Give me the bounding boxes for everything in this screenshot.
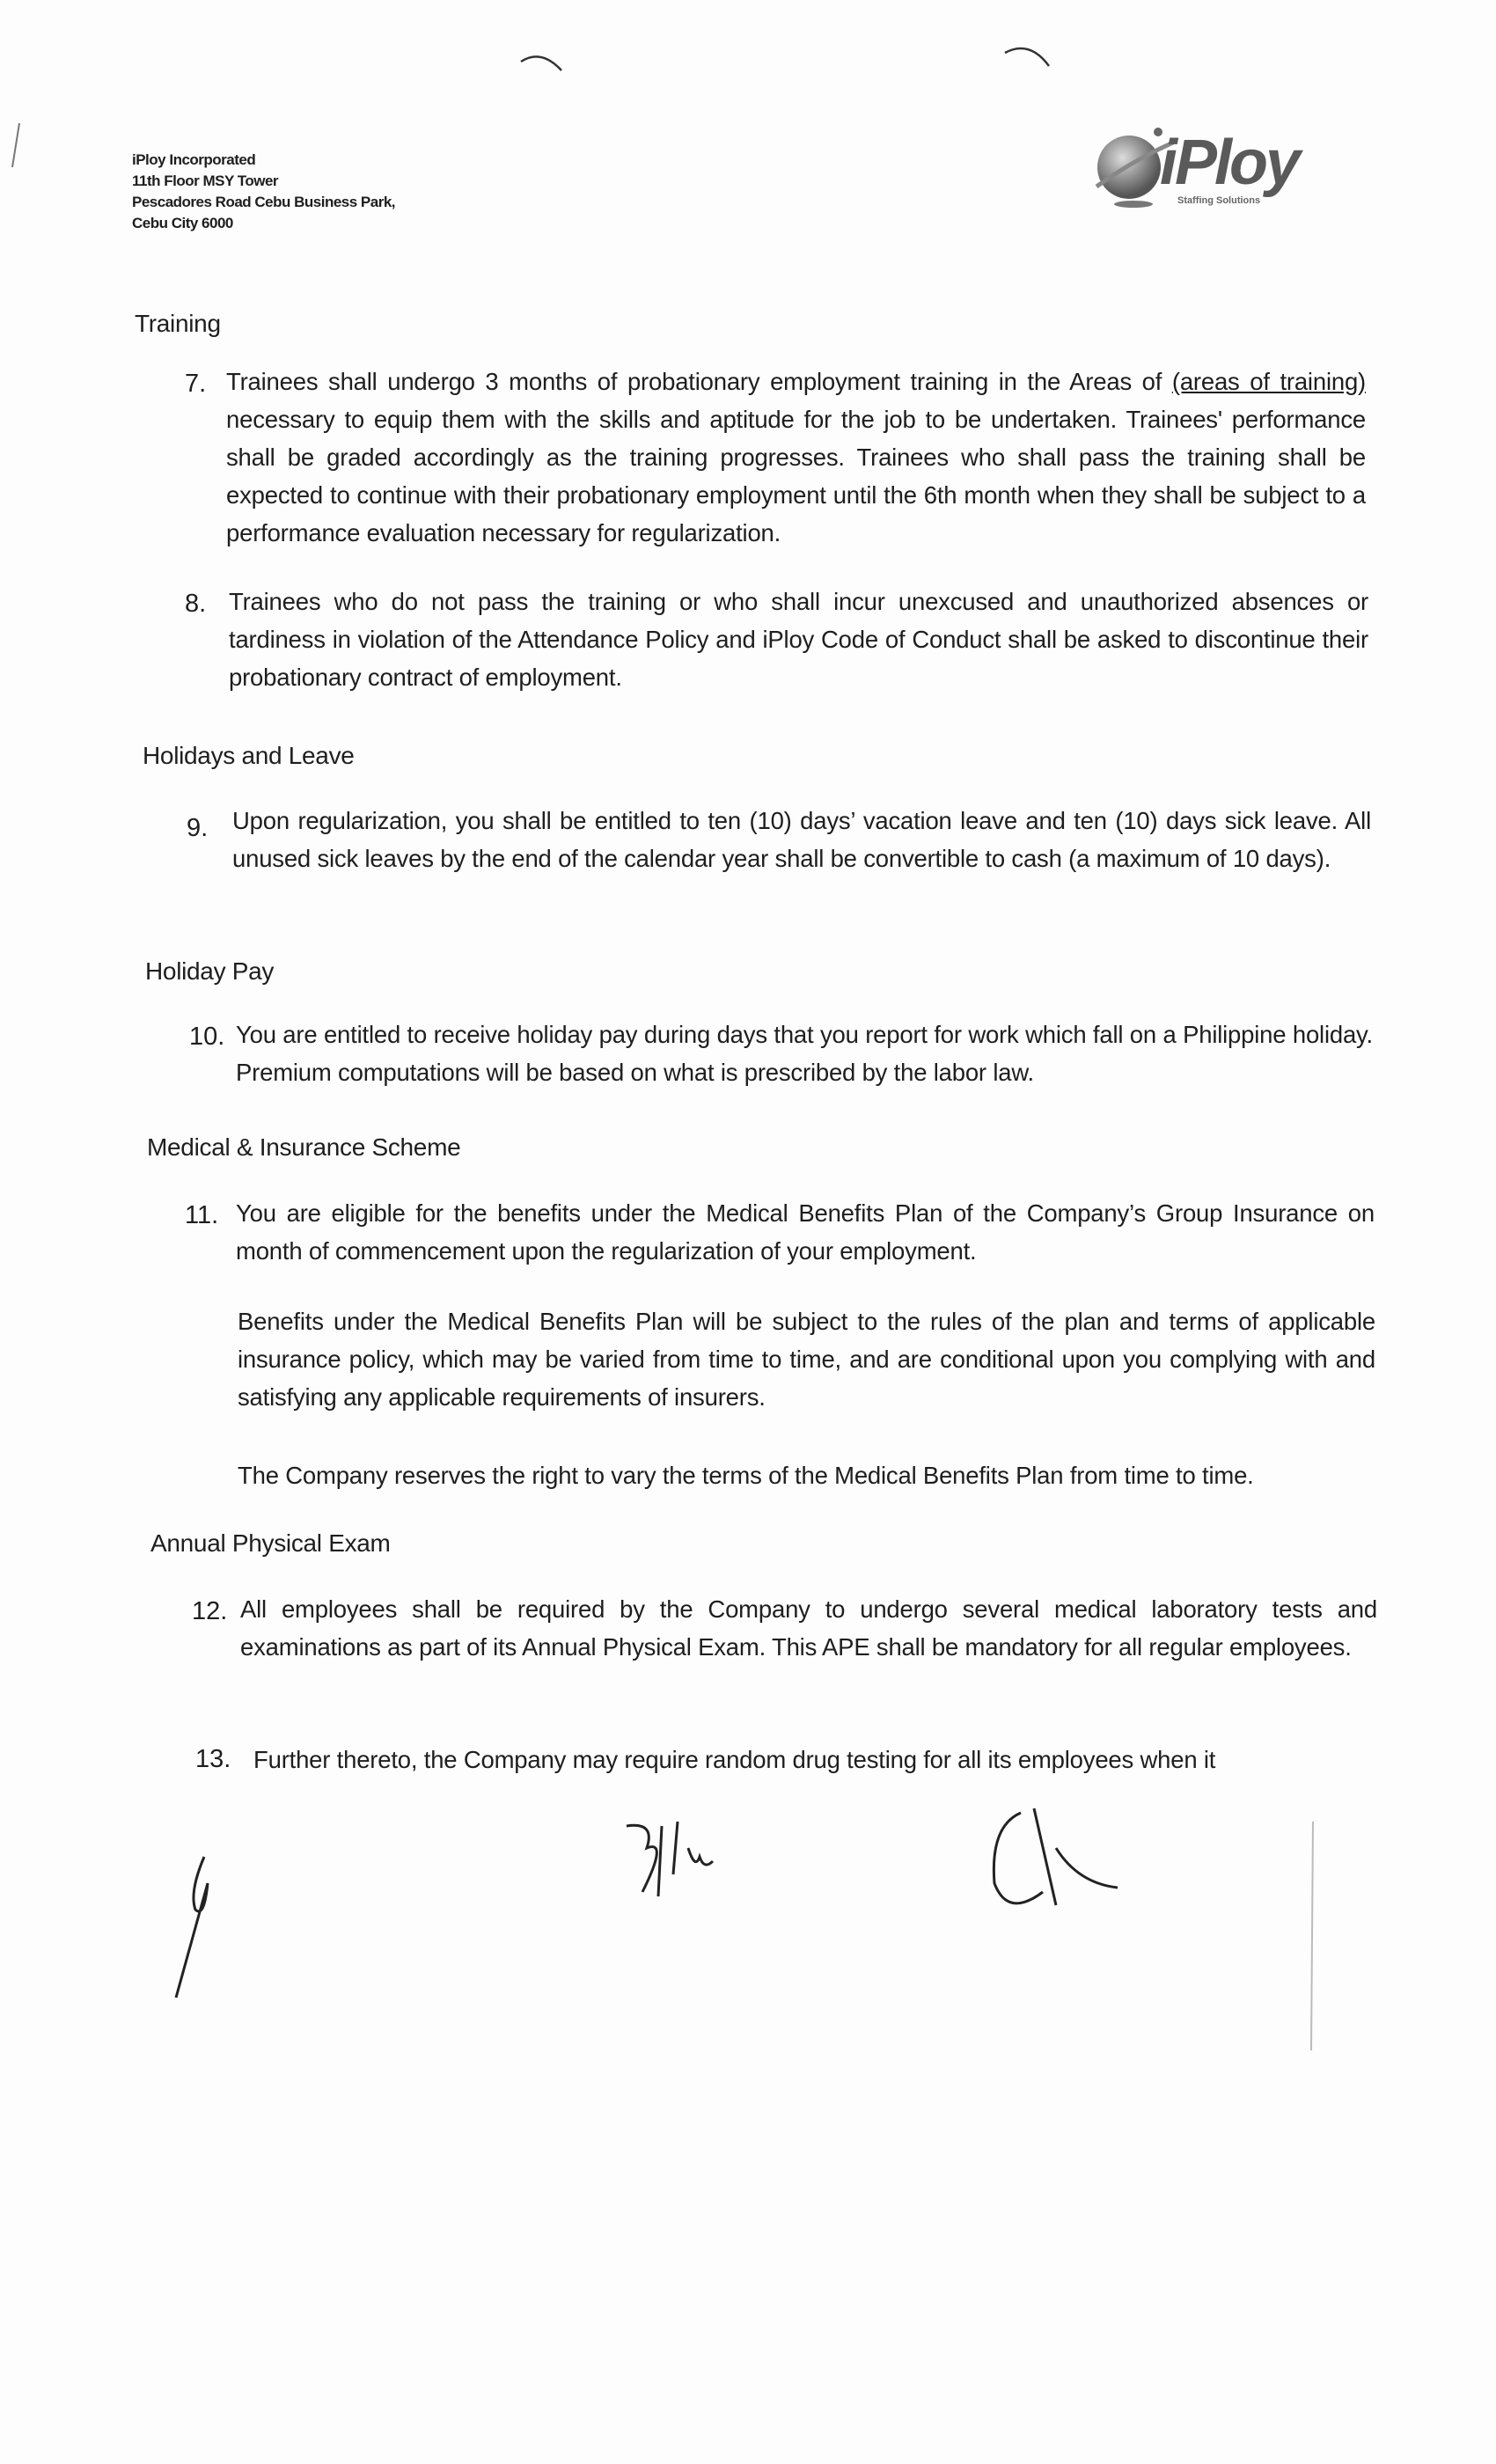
item-number: 12.	[192, 1597, 228, 1625]
item-number: 7.	[185, 370, 207, 398]
address-line: 11th Floor MSY Tower	[132, 172, 279, 189]
signature-initials	[0, 1786, 1496, 2050]
clause-10: You are entitled to receive holiday pay during days that you report for work which fall on a Philippine holiday. Premium computations will be based on what is prescribed by the labor law.	[236, 1021, 1373, 1086]
logo-tagline: Staffing Solutions	[1177, 195, 1261, 206]
medical-paragraph: Benefits under the Medical Benefits Plan will be subject to the rules of the plan and terms of applicable insurance policy, which may be varied from time to time, and are conditional upon you complying with and satisfying any applicable requirements of insurers.	[238, 1308, 1375, 1411]
section-heading-training: Training	[135, 310, 221, 337]
section-heading-medical: Medical & Insurance Scheme	[147, 1133, 461, 1161]
item-number: 10.	[189, 1023, 225, 1051]
clause-13: Further thereto, the Company may require random drug testing for all its employees when it	[253, 1746, 1216, 1773]
logo-wordmark: iPloy	[1160, 128, 1299, 198]
address-line: iPloy Incorporated	[132, 151, 256, 168]
item-number: 13.	[195, 1745, 231, 1773]
item-number: 8.	[185, 590, 207, 618]
clause-7	[226, 363, 1366, 552]
clause-11: You are eligible for the benefits under the Medical Benefits Plan of the Company’s Group Insurance on month of commencement upon the regularization of your employment.	[236, 1199, 1375, 1265]
address-line: Pescadores Road Cebu Business Park,	[132, 194, 396, 210]
clause-9: Upon regularization, you shall be entitled to ten (10) days’ vacation leave and ten (10) days sick leave. All unused sick leaves by the end of the calendar year shall be convertible to cash (a maximum of 10 days).	[232, 807, 1371, 872]
company-address	[132, 150, 395, 234]
medical-paragraph: The Company reserves the right to vary the terms of the Medical Benefits Plan from time to time.	[238, 1462, 1254, 1489]
section-heading-holiday-pay: Holiday Pay	[145, 957, 275, 985]
section-heading-ape: Annual Physical Exam	[150, 1529, 391, 1557]
item-number: 9.	[187, 814, 209, 842]
clause-12: All employees shall be required by the Company to undergo several medical laboratory tests and examinations as part of its Annual Physical Exam. This APE shall be mandatory for all regular employees.	[240, 1595, 1377, 1661]
clause-8: Trainees who do not pass the training or who shall incur unexcused and unauthorized absences or tardiness in violation of the Attendance Policy and iPloy Code of Conduct shall be asked to discontinue their probationary contract of employment.	[229, 588, 1368, 691]
address-line: Cebu City 6000	[132, 215, 233, 231]
item-number: 11.	[185, 1201, 219, 1229]
iploy-logo	[1089, 125, 1336, 213]
clause-text: Trainees shall undergo 3 months of probationary employment training in the Areas of	[226, 368, 1172, 395]
section-heading-holidays-leave: Holidays and Leave	[143, 742, 355, 769]
placeholder-areas-of-training: (areas of training)	[1171, 368, 1366, 395]
clause-text: necessary to equip them with the skills and aptitude for the job to be undertaken. Trainees' performance shall be graded accordingly as the training progresses. Trainees who shall pass the training shall be expected to continue with their probationary employment until the 6th month when they shall be subject to a performance evaluation necessary for regularization.	[226, 406, 1366, 546]
